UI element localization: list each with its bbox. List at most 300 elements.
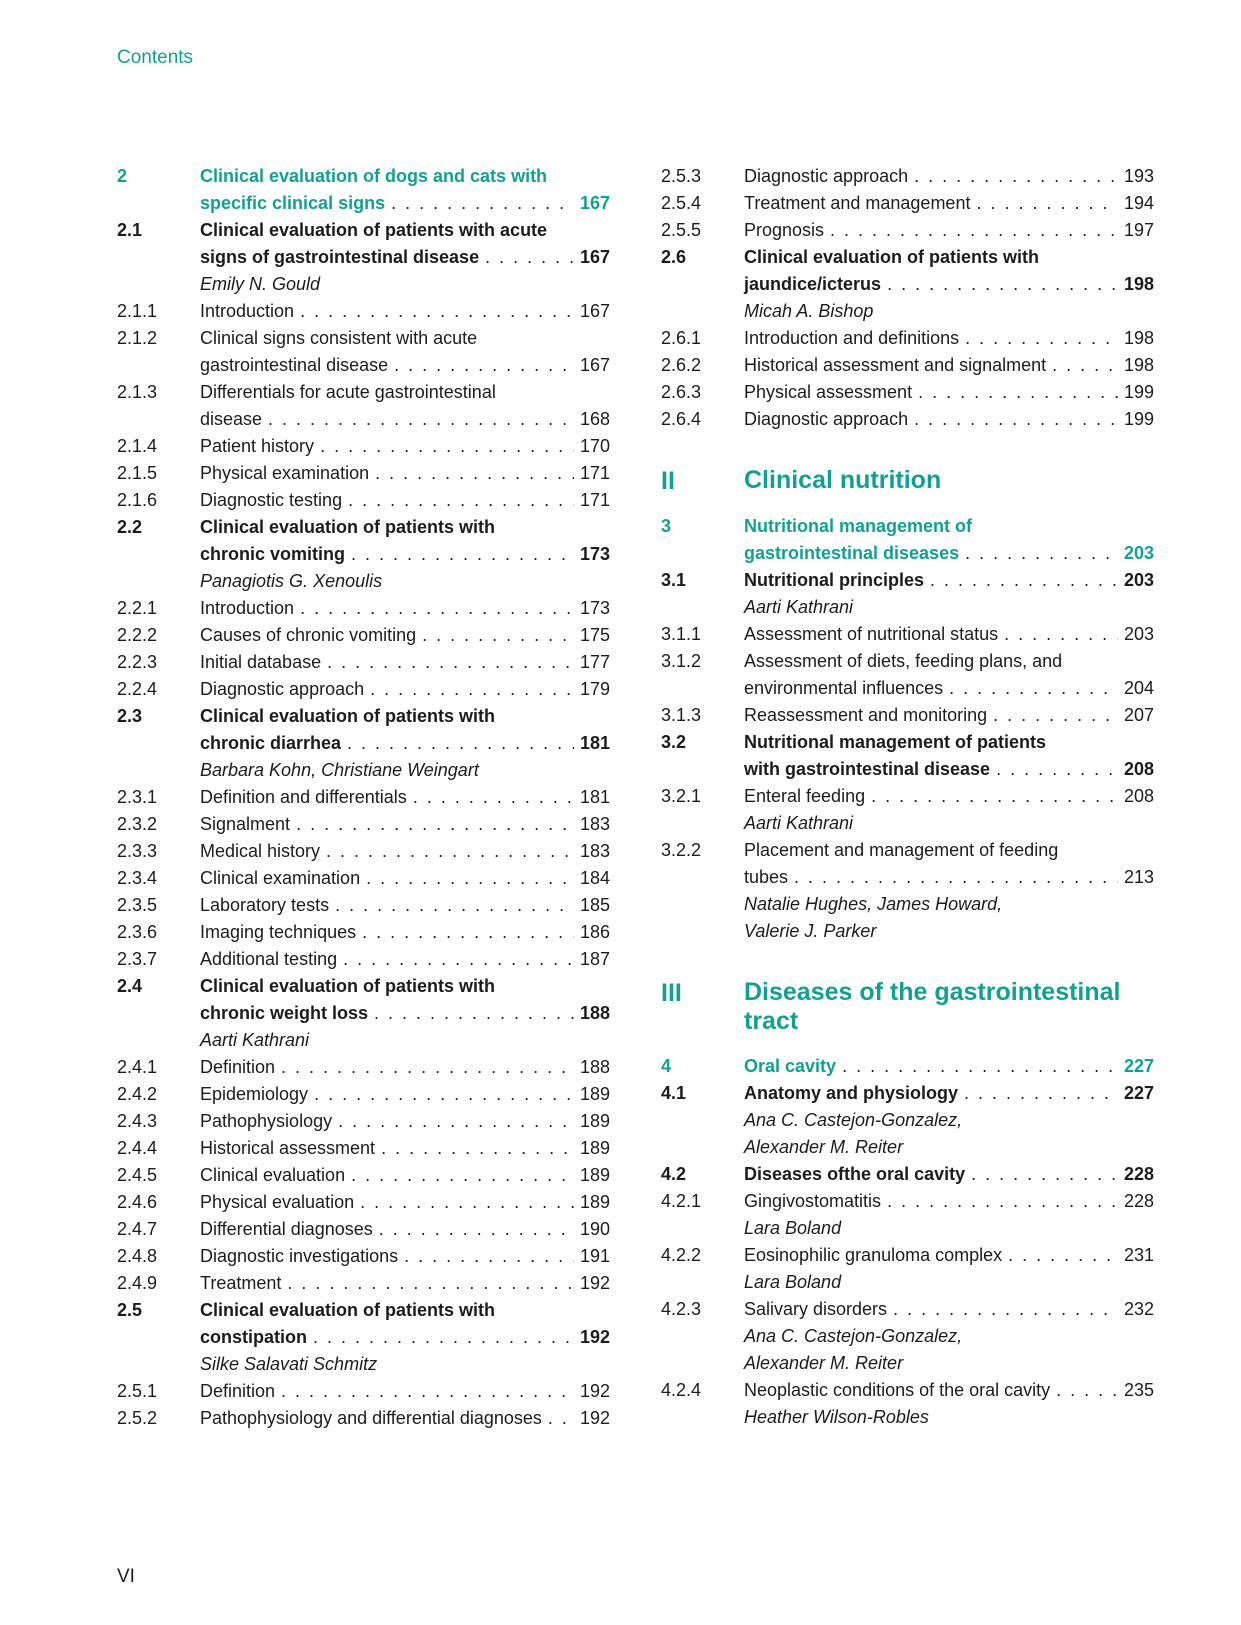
page-number-ref: 186: [579, 922, 610, 942]
entry-title-last-line: [200, 1135, 610, 1162]
entry-title-line: Assessment of nutritional status: [744, 624, 999, 644]
entry-title-last-line: [200, 433, 610, 460]
entry-number: 3.2: [661, 732, 687, 752]
page-number-ref: 192: [579, 1381, 610, 1401]
toc-entry-subsection[interactable]: [117, 919, 610, 946]
entry-title-line: Clinical examination: [200, 868, 361, 888]
entry-body: [744, 190, 1154, 217]
page-number-ref: 208: [1123, 759, 1154, 779]
entry-title-last-line: [200, 487, 610, 514]
entry-title-line: Clinical evaluation of patients with: [744, 247, 1040, 267]
toc-entry-subsection[interactable]: [661, 163, 1154, 190]
entry-title-line: signs of gastrointestinal disease: [200, 247, 480, 267]
entry-body: [200, 433, 610, 460]
entry-number: 2.3.7: [117, 949, 158, 969]
entry-number: 4.2: [661, 1164, 687, 1184]
toc-entry-subsection[interactable]: [117, 1216, 610, 1243]
page-number-ref: 187: [579, 949, 610, 969]
entry-title-line: chronic weight loss: [200, 1003, 369, 1023]
toc-entry-section[interactable]: [661, 244, 1154, 298]
author-name: Heather Wilson-Robles: [744, 1407, 929, 1427]
dot-leader: [360, 1189, 574, 1216]
entry-title-line: Laboratory tests: [200, 895, 330, 915]
entry-number: 2.1.1: [117, 301, 158, 321]
entry-number: 2.4.8: [117, 1246, 158, 1266]
entry-body: [200, 487, 610, 514]
toc-entry-section[interactable]: [117, 514, 610, 568]
entry-body: [744, 1188, 1154, 1215]
dot-leader: [391, 190, 574, 217]
entry-title-last-line: [200, 676, 610, 703]
entry-number: 2.4.5: [117, 1165, 158, 1185]
entry-title-line: Diagnostic approach: [200, 679, 365, 699]
toc-entry-subsection[interactable]: [661, 325, 1154, 352]
entry-title-line: Prognosis: [744, 220, 825, 240]
entry-body: [200, 1162, 610, 1189]
page-number-ref: 194: [1123, 193, 1154, 213]
toc-entry-subsection[interactable]: [661, 379, 1154, 406]
page-number-ref: 192: [579, 1273, 610, 1293]
entry-number: 2.6.4: [661, 409, 702, 429]
page-number-ref: 173: [579, 544, 610, 564]
page-number-ref: 193: [1123, 166, 1154, 186]
entry-title-line: chronic vomiting: [200, 544, 346, 564]
dot-leader: [422, 622, 574, 649]
entry-title-last-line: [744, 1242, 1154, 1269]
entry-title-line: Differential diagnoses: [200, 1219, 373, 1239]
entry-number: 2.5.4: [661, 193, 702, 213]
toc-entry-chapter[interactable]: [661, 1053, 1154, 1080]
toc-entry-subsection[interactable]: [117, 1405, 610, 1432]
entry-title-line: Eosinophilic granuloma complex: [744, 1245, 1003, 1265]
entry-title-last-line: [200, 1162, 610, 1189]
author-name: Panagiotis G. Xenoulis: [200, 571, 383, 591]
entry-title-line: Introduction: [200, 598, 295, 618]
page-number-ref: 177: [579, 652, 610, 672]
entry-number: 2.1.2: [117, 328, 158, 348]
toc-entry-subsection[interactable]: [117, 1108, 610, 1135]
toc-group: [661, 1053, 1154, 1431]
entry-title-line: Assessment of diets, feeding plans, and: [744, 651, 1063, 671]
entry-body: [744, 567, 1154, 594]
dot-leader: [930, 567, 1118, 594]
dot-leader: [362, 919, 574, 946]
entry-title-last-line: [200, 298, 610, 325]
entry-title-last-line: [744, 352, 1154, 379]
dot-leader: [314, 1081, 574, 1108]
toc-entry-subsection[interactable]: [117, 325, 610, 379]
part-title-line: Clinical nutrition: [744, 466, 942, 494]
entry-title-last-line: [200, 244, 610, 271]
toc-entry-section[interactable]: [661, 567, 1154, 594]
toc-entry-subsection[interactable]: [661, 406, 1154, 433]
page-number-ref: 197: [1123, 220, 1154, 240]
entry-title-line: Differentials for acute gastrointestinal: [200, 382, 496, 402]
entry-title-last-line: [744, 783, 1154, 810]
page-number-ref: 168: [579, 409, 610, 429]
entry-title-line: Diseases ofthe oral cavity: [744, 1164, 966, 1184]
toc-entry-subsection[interactable]: [661, 190, 1154, 217]
toc-entry-subsection[interactable]: [661, 1188, 1154, 1215]
entry-title-last-line: [744, 756, 1154, 783]
entry-number: 2.1.4: [117, 436, 158, 456]
entry-title-line: Patient history: [200, 436, 315, 456]
entry-title-last-line: [200, 730, 610, 757]
entry-number: 2.2: [117, 517, 143, 537]
entry-title-last-line: [200, 1108, 610, 1135]
entry-body: [200, 325, 610, 379]
page-number-ref: 198: [1123, 328, 1154, 348]
entry-body: [200, 1378, 610, 1405]
entry-body: [200, 622, 610, 649]
entry-number: 2.4.6: [117, 1192, 158, 1212]
toc-entry-subsection[interactable]: [117, 946, 610, 973]
entry-body: [200, 865, 610, 892]
entry-body: [200, 460, 610, 487]
toc-entry-subsection[interactable]: [661, 352, 1154, 379]
dot-leader: [379, 1216, 574, 1243]
page-number-ref: 184: [579, 868, 610, 888]
dot-leader: [1052, 352, 1118, 379]
entry-title-last-line: [200, 460, 610, 487]
dot-leader: [1056, 1377, 1118, 1404]
toc-entry-subsection[interactable]: [117, 1378, 610, 1405]
toc-entry-subsection[interactable]: [117, 838, 610, 865]
entry-title-line: jaundice/icterus: [744, 274, 882, 294]
part-heading[interactable]: [661, 466, 1154, 496]
toc-entry-subsection[interactable]: [117, 1162, 610, 1189]
page-number-ref: 167: [579, 355, 610, 375]
entry-number: 3.2.1: [661, 786, 702, 806]
dot-leader: [794, 864, 1118, 891]
entry-body: [744, 217, 1154, 244]
page-number-ref: 235: [1123, 1380, 1154, 1400]
entry-title-last-line: [200, 1405, 610, 1432]
page-number-ref: 167: [579, 301, 610, 321]
toc-entry-subsection[interactable]: [117, 1189, 610, 1216]
entry-body: [200, 649, 610, 676]
author-name: Lara Boland: [744, 1218, 842, 1238]
entry-title-line: Diagnostic approach: [744, 166, 909, 186]
page-number-ref: 191: [579, 1246, 610, 1266]
dot-leader: [1004, 621, 1118, 648]
dot-leader: [993, 702, 1118, 729]
page-number-ref: 173: [579, 598, 610, 618]
entry-number: 2.3.1: [117, 787, 158, 807]
page-number-ref: 171: [579, 463, 610, 483]
entry-body: [744, 163, 1154, 190]
toc-entry-subsection[interactable]: [117, 460, 610, 487]
dot-leader: [887, 271, 1118, 298]
toc-entry-subsection[interactable]: [117, 784, 610, 811]
entry-body: [200, 1243, 610, 1270]
entry-body: [200, 703, 610, 757]
entry-body: [744, 406, 1154, 433]
entry-title-last-line: [200, 892, 610, 919]
dot-leader: [893, 1296, 1118, 1323]
page-number-ref: 207: [1123, 705, 1154, 725]
entry-number: 2.5.1: [117, 1381, 158, 1401]
dot-leader: [485, 244, 574, 271]
toc-entry-subsection[interactable]: [117, 811, 610, 838]
entry-title-line: Nutritional management of: [744, 516, 973, 536]
dot-leader: [830, 217, 1118, 244]
dot-leader: [320, 433, 574, 460]
toc-entry-subsection[interactable]: [117, 649, 610, 676]
entry-body: [744, 783, 1154, 810]
entry-title-line: Placement and management of feeding: [744, 840, 1059, 860]
entry-title-line: Neoplastic conditions of the oral cavity: [744, 1380, 1051, 1400]
entry-title-last-line: [200, 190, 610, 217]
entry-title-last-line: [744, 1053, 1154, 1080]
toc-entry-subsection[interactable]: [661, 648, 1154, 702]
entry-title-line: constipation: [200, 1327, 307, 1347]
entry-body: [200, 1216, 610, 1243]
part-title: [744, 466, 1154, 495]
toc-entry-subsection[interactable]: [117, 622, 610, 649]
entry-title-line: Treatment: [200, 1273, 282, 1293]
entry-body: [744, 702, 1154, 729]
entry-title-line: specific clinical signs: [200, 193, 386, 213]
entry-title-last-line: [200, 919, 610, 946]
page-number-ref: 203: [1123, 543, 1154, 563]
author-name: Aarti Kathrani: [200, 1030, 310, 1050]
entry-title-last-line: [200, 1324, 610, 1351]
entry-body: [200, 784, 610, 811]
page-number-ref: 175: [579, 625, 610, 645]
entry-title-line: Clinical evaluation of patients with: [200, 1300, 496, 1320]
toc-entry-subsection[interactable]: [117, 595, 610, 622]
entry-title-line: Enteral feeding: [744, 786, 866, 806]
entry-title-line: Clinical evaluation of patients with: [200, 706, 496, 726]
page-number-ref: 183: [579, 814, 610, 834]
dot-leader: [327, 649, 574, 676]
entry-title-line: Initial database: [200, 652, 322, 672]
author-name: Emily N. Gould: [200, 274, 321, 294]
entry-body: [744, 1377, 1154, 1404]
page-number-ref: 167: [579, 193, 610, 213]
page-number-ref: 188: [579, 1003, 610, 1023]
entry-body: [200, 919, 610, 946]
toc-entry-subsection[interactable]: [117, 1270, 610, 1297]
entry-number: 2.3.5: [117, 895, 158, 915]
dot-leader: [348, 487, 574, 514]
entry-title-line: Physical evaluation: [200, 1192, 355, 1212]
entry-body: [200, 973, 610, 1027]
entry-title-line: with gastrointestinal disease: [744, 759, 991, 779]
entry-body: [744, 244, 1154, 298]
entry-title-last-line: [744, 325, 1154, 352]
toc-entry-subsection[interactable]: [117, 676, 610, 703]
entry-title-last-line: [200, 1270, 610, 1297]
entry-title-last-line: [200, 352, 610, 379]
toc-entry-subsection[interactable]: [117, 892, 610, 919]
entry-body: [744, 1161, 1154, 1188]
entry-title-last-line: [200, 1189, 610, 1216]
entry-title-last-line: [744, 163, 1154, 190]
dot-leader: [1008, 1242, 1118, 1269]
toc-entry-section[interactable]: [117, 973, 610, 1027]
dot-leader: [338, 1108, 574, 1135]
toc-entry-subsection[interactable]: [661, 217, 1154, 244]
toc-right-column: [661, 163, 1154, 1431]
entry-title-last-line: [200, 622, 610, 649]
toc-entry-subsection[interactable]: [117, 1243, 610, 1270]
author-name: Valerie J. Parker: [744, 921, 877, 941]
entry-number: 2.4.7: [117, 1219, 158, 1239]
entry-title-last-line: [744, 702, 1154, 729]
part-title-line: tract: [744, 1007, 799, 1035]
dot-leader: [326, 838, 574, 865]
entry-title-line: Pathophysiology: [200, 1111, 333, 1131]
toc-entry-section[interactable]: [661, 1161, 1154, 1188]
entry-title-line: Pathophysiology and differential diagnoses: [200, 1408, 542, 1428]
page-number-ref: 181: [579, 733, 610, 753]
page-number-ref: 167: [579, 247, 610, 267]
entry-title-last-line: [200, 541, 610, 568]
dot-leader: [375, 460, 574, 487]
part-number: III: [661, 979, 682, 1007]
entry-number: 3.1.3: [661, 705, 702, 725]
entry-body: [744, 1242, 1154, 1269]
dot-leader: [548, 1405, 574, 1432]
toc-entry-section[interactable]: [117, 703, 610, 757]
entry-body: [744, 1296, 1154, 1323]
entry-title-line: Clinical evaluation of patients with: [200, 976, 496, 996]
dot-leader: [964, 1080, 1118, 1107]
dot-leader: [918, 379, 1118, 406]
entry-title-line: Introduction: [200, 301, 295, 321]
toc-entry-subsection[interactable]: [661, 1377, 1154, 1404]
entry-title-line: Nutritional management of patients: [744, 732, 1047, 752]
entry-body: [200, 892, 610, 919]
entry-number: 2.4: [117, 976, 143, 996]
entry-body: [200, 1189, 610, 1216]
author-name: Aarti Kathrani: [744, 813, 854, 833]
page-number-ref: 198: [1123, 274, 1154, 294]
dot-leader: [871, 783, 1118, 810]
entry-body: [200, 1270, 610, 1297]
dot-leader: [381, 1135, 574, 1162]
toc-entry-subsection[interactable]: [661, 783, 1154, 810]
toc-entry-chapter[interactable]: [661, 513, 1154, 567]
entry-body: [744, 837, 1154, 891]
toc-entry-subsection[interactable]: [117, 298, 610, 325]
toc-entry-subsection[interactable]: [117, 865, 610, 892]
toc-entry-section[interactable]: [117, 217, 610, 271]
entry-title-line: Clinical evaluation of dogs and cats with: [200, 166, 548, 186]
entry-number: 4.1: [661, 1083, 687, 1103]
entry-title-line: Clinical evaluation of patients with: [200, 517, 496, 537]
dot-leader: [842, 1053, 1118, 1080]
entry-title-line: Introduction and definitions: [744, 328, 960, 348]
toc-group: [661, 513, 1154, 945]
entry-body: [200, 1054, 610, 1081]
page-number-ref: 208: [1123, 786, 1154, 806]
toc-entry-subsection[interactable]: [661, 621, 1154, 648]
entry-title-last-line: [744, 864, 1154, 891]
entry-title-line: Clinical evaluation of patients with acute: [200, 220, 548, 240]
entry-body: [744, 1080, 1154, 1107]
page-number-ref: 232: [1123, 1299, 1154, 1319]
toc-entry-subsection[interactable]: [117, 487, 610, 514]
dot-leader: [996, 756, 1118, 783]
toc-entry-subsection[interactable]: [117, 379, 610, 433]
dot-leader: [351, 541, 574, 568]
toc-entry-subsection[interactable]: [117, 1054, 610, 1081]
entry-number: 3: [661, 516, 672, 536]
author-name: Barbara Kohn, Christiane Weingart: [200, 760, 479, 780]
entry-title-line: Medical history: [200, 841, 321, 861]
entry-title-line: Definition: [200, 1057, 276, 1077]
entry-title-line: Oral cavity: [744, 1056, 837, 1076]
entry-number: 2.2.3: [117, 652, 158, 672]
entry-title-last-line: [744, 1296, 1154, 1323]
dot-leader: [965, 540, 1118, 567]
entry-title-last-line: [200, 1081, 610, 1108]
entry-number: 2.4.3: [117, 1111, 158, 1131]
toc-entry-subsection[interactable]: [117, 433, 610, 460]
entry-body: [744, 729, 1154, 783]
author-name: Natalie Hughes, James Howard,: [744, 894, 1003, 914]
dot-leader: [370, 676, 574, 703]
toc-entry-section[interactable]: [661, 729, 1154, 783]
part-heading[interactable]: [661, 978, 1154, 1036]
toc-entry-section[interactable]: [661, 1080, 1154, 1107]
dot-leader: [949, 675, 1118, 702]
entry-number: 2: [117, 166, 128, 186]
toc-entry-subsection[interactable]: [117, 1081, 610, 1108]
entry-title-last-line: [744, 540, 1154, 567]
dot-leader: [281, 1054, 574, 1081]
entry-number: 2.6.2: [661, 355, 702, 375]
entry-title-last-line: [744, 190, 1154, 217]
toc-entry-subsection[interactable]: [117, 1135, 610, 1162]
entry-number: 2.1.6: [117, 490, 158, 510]
entry-title-last-line: [200, 595, 610, 622]
entry-body: [744, 1053, 1154, 1080]
toc-entry-section[interactable]: [117, 1297, 610, 1351]
dot-leader: [976, 190, 1117, 217]
dot-leader: [404, 1243, 574, 1270]
toc-entry-subsection[interactable]: [661, 837, 1154, 891]
page-number-ref: 181: [579, 787, 610, 807]
page-number-ref: 199: [1123, 409, 1154, 429]
entry-title-line: gastrointestinal diseases: [744, 543, 960, 563]
toc-entry-subsection[interactable]: [661, 1242, 1154, 1269]
entry-body: [200, 217, 610, 271]
dot-leader: [887, 1188, 1118, 1215]
entry-number: 4.2.4: [661, 1380, 702, 1400]
toc-left-column: [117, 163, 610, 1432]
toc-entry-chapter[interactable]: [117, 163, 610, 217]
entry-number: 2.2.2: [117, 625, 158, 645]
entry-title-last-line: [744, 1377, 1154, 1404]
toc-entry-subsection[interactable]: [661, 1296, 1154, 1323]
page-number-ref: 171: [579, 490, 610, 510]
page-number-ref: 204: [1123, 678, 1154, 698]
entry-body: [200, 379, 610, 433]
page-number-ref: 231: [1123, 1245, 1154, 1265]
part-number: II: [661, 467, 675, 495]
entry-body: [200, 1405, 610, 1432]
entry-number: 4.2.1: [661, 1191, 702, 1211]
toc-entry-subsection[interactable]: [661, 702, 1154, 729]
page-number-ref: 189: [579, 1192, 610, 1212]
author-name: Micah A. Bishop: [744, 301, 874, 321]
entry-number: 3.1.1: [661, 624, 702, 644]
entry-number: 2.2.1: [117, 598, 158, 618]
